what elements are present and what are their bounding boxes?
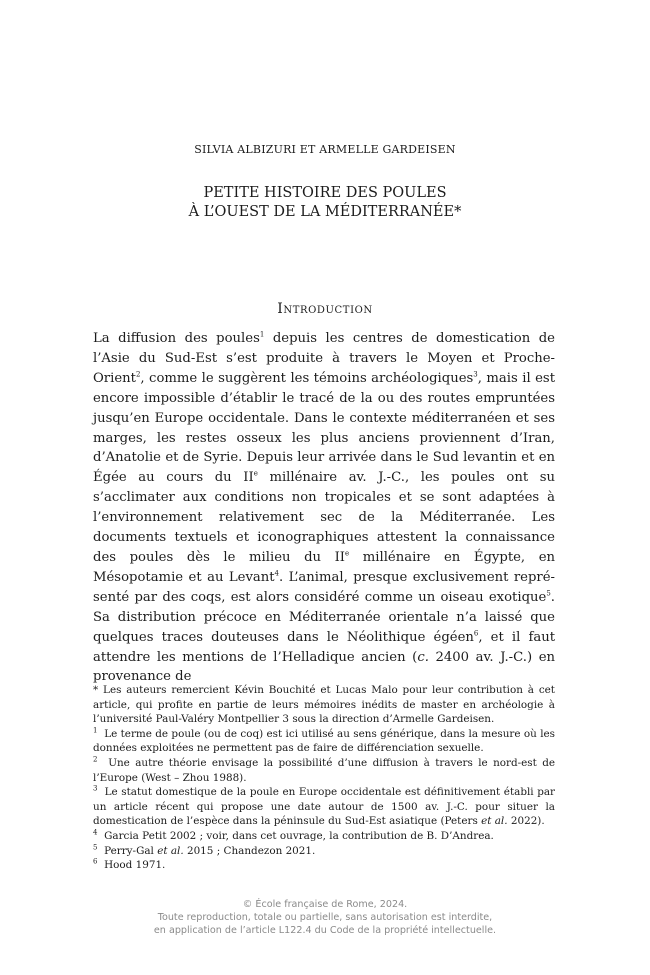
footnote-text: 2015 ; Chandezon 2021.	[183, 844, 316, 857]
footnote-item	[93, 829, 555, 844]
body-span: , et il faut attendre les mentions de l’Helladique ancien (	[93, 629, 555, 665]
ordinal-superscript: e	[345, 549, 350, 558]
footnote-mark: 5	[93, 843, 98, 852]
body-paragraph	[93, 329, 555, 687]
footnote-item	[93, 858, 555, 873]
body-span: depuis les centres de domestication de l’Asie du Sud-Est s’est produite à travers le Moyen et Proche-Orient	[93, 331, 555, 386]
copyright-line-2: Toute reproduction, totale ou partielle, sans autorisation est interdite,	[157, 911, 493, 923]
footnote-mark: *	[93, 684, 99, 696]
copyright-line-1: © École française de Rome, 2024.	[242, 899, 408, 910]
body-span: millénaire en Égypte, en Mésopotamie et au Levant	[93, 549, 555, 585]
copyright-line-3: en application de l’article L122.4 du Code de la propriété intellectuelle.	[153, 924, 497, 936]
footnote-text: Une autre théorie envisage la possibilité d’une diffusion à travers le nord-est de l’Europe (West – Zhou 1988).	[93, 756, 555, 784]
footnote-item	[93, 844, 555, 859]
footnote-text-italic: et al.	[157, 844, 184, 857]
footnote-ref: 2	[135, 370, 141, 379]
footnote-text: Hood 1971.	[104, 859, 166, 872]
footnote-item	[93, 727, 555, 756]
article-title	[0, 184, 650, 222]
footnote-ref: 3	[473, 370, 478, 379]
footnote-ref: 6	[473, 629, 479, 638]
body-span-italic: c.	[417, 649, 429, 665]
footnote-text: 2022).	[507, 815, 545, 828]
footnote-item	[93, 785, 555, 829]
footnote-mark: 1	[93, 726, 98, 735]
ordinal-superscript: e	[253, 469, 258, 478]
footnote-mark: 4	[93, 828, 98, 837]
authors-line: SILVIA ALBIZURI ET ARMELLE GARDEISEN	[194, 143, 456, 156]
body-span: La diffusion des poules	[93, 331, 260, 346]
body-span: millénaire av. J.-C., les poules ont su s’acclimater aux conditions non tropicales et se sont adaptées à l’environnement relativement sec de la Méditerranée. Les documents textuels et iconographiques attestent la connaissance des poules dès le milieu du II	[93, 470, 555, 565]
body-span: . L’animal, presque exclusivement représenté par des coqs, est alors considéré comme un oiseau exotique	[93, 569, 555, 605]
body-span: , comme le suggèrent les témoins archéologiques	[140, 370, 474, 386]
footnote-text-italic: et al.	[481, 815, 508, 828]
copyright-notice	[0, 899, 650, 937]
footnote-text: Garcia Petit 2002 ; voir, dans cet ouvrage, la contribution de B. D’Andrea.	[104, 829, 494, 842]
body-span: , mais il est encore impossible d’établir le tracé de la ou des routes empruntées jusqu’en Europe occidentale. Dans le contexte méditerranéen et ses marges, les restes osseux les plus anciens proviennent d’Iran, d’Anatolie et de Syrie. Depuis leur arrivée dans le Sud levantin et en Égée au cours du II	[93, 370, 555, 486]
footnote-text: Le statut domestique de la poule en Europe occidentale est définitivement établi par un article récent qui propose une date autour de 1500 av. J.-C. pour situer la domestication de l’espèce dans la péninsule du Sud-Est asiatique (Peters	[93, 786, 556, 828]
title-line-1: PETITE HISTOIRE DES POULES	[203, 185, 447, 201]
body-text	[93, 329, 555, 687]
footnote-text: Les auteurs remercient Kévin Bouchité et Lucas Malo pour leur contribution à cet article, qui profite en partie de leurs mémoires inédits de master en archéologie à l’université Paul-Valéry Montpellier 3 sous la direction d’Armelle Gardeisen.	[93, 684, 555, 726]
body-span: . Sa distribution précoce en Méditerranée orientale n’a laissé que quelques traces douteuses dans le Néolithique égéen	[93, 589, 555, 645]
footnotes	[93, 683, 555, 873]
footnote-ref: 5	[546, 589, 551, 598]
footnote-item	[93, 683, 555, 727]
footnote-mark: 6	[93, 857, 98, 866]
footnote-mark: 3	[93, 784, 98, 793]
footnote-text: Perry-Gal	[104, 844, 158, 857]
footnote-item	[93, 756, 555, 785]
footnote-ref: 1	[259, 330, 265, 339]
footnote-text: Le terme de poule (ou de coq) est ici utilisé au sens générique, dans la mesure où les données exploitées ne permettent pas de faire de différenciation sexuelle.	[93, 727, 556, 755]
section-heading: Introduction	[277, 301, 373, 317]
body-span: 2400 av. J.-C.) en provenance de	[93, 649, 555, 685]
title-line-2: À L’OUEST DE LA MÉDITERRANÉE*	[188, 204, 462, 220]
footnote-ref: 4	[274, 569, 280, 578]
footnote-mark: 2	[93, 755, 98, 764]
